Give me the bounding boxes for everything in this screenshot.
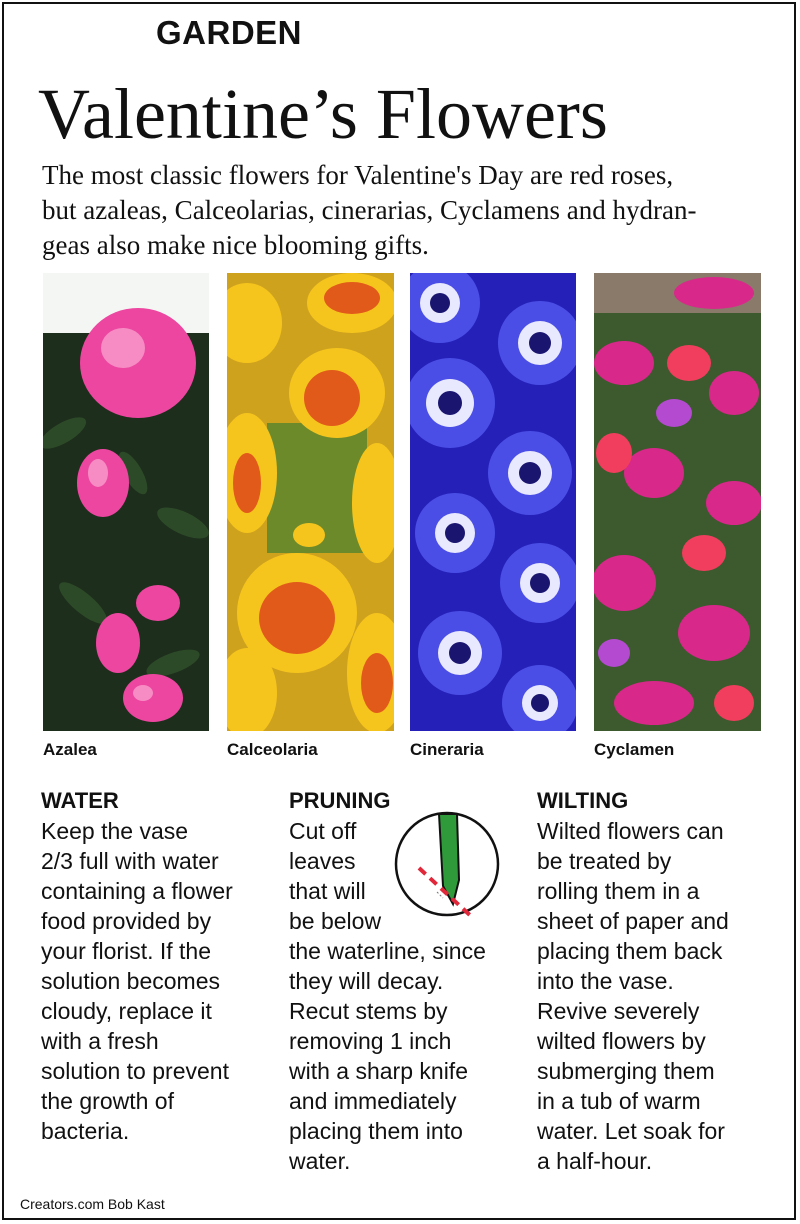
text-line: Wilted flowers can [537, 818, 724, 844]
text-line: containing a flower [41, 878, 233, 904]
text-line: placing them back [537, 938, 723, 964]
text-line: a half-hour. [537, 1148, 653, 1174]
stem-cut-illustration [393, 810, 501, 918]
text-line: the waterline, since [289, 938, 486, 964]
water-text [41, 816, 233, 1146]
text-line: water. Let soak for [537, 1118, 725, 1144]
text-line: bacteria. [41, 1118, 130, 1144]
cyclamen-photo [594, 273, 761, 731]
credit-line: Creators.com Bob Kast [20, 1196, 165, 1212]
wilting-heading: WILTING [537, 788, 629, 813]
photo-caption: Calceolaria [227, 740, 318, 759]
text-line: Recut stems by [289, 998, 448, 1024]
intro-paragraph [42, 158, 762, 263]
text-line: Keep the vase [41, 818, 189, 844]
text-line: cloudy, replace it [41, 998, 212, 1024]
pruning-heading: PRUNING [289, 788, 391, 813]
text-line: solution to prevent [41, 1058, 229, 1084]
azalea-photo [43, 273, 209, 731]
text-line: be below [289, 908, 382, 934]
text-line: placing them into [289, 1118, 463, 1144]
calceolaria-photo [227, 273, 394, 731]
page-title: Valentine’s Flowers [38, 74, 608, 154]
text-line: with a sharp knife [289, 1058, 468, 1084]
text-line: that will [289, 878, 366, 904]
text-line: water. [289, 1148, 351, 1174]
text-line: and immediately [289, 1088, 457, 1114]
text-line: Revive severely [537, 998, 700, 1024]
photo-caption: Azalea [43, 740, 97, 759]
text-line: be treated by [537, 848, 672, 874]
intro-line: but azaleas, Calceolarias, cinerarias, Cyclamens and hydran- [42, 195, 697, 225]
text-line: sheet of paper and [537, 908, 729, 934]
text-line: food provided by [41, 908, 212, 934]
text-line: the growth of [41, 1088, 174, 1114]
text-line: they will decay. [289, 968, 444, 994]
intro-line: geas also make nice blooming gifts. [42, 230, 429, 260]
text-line: in a tub of warm [537, 1088, 701, 1114]
text-line: rolling them in a [537, 878, 700, 904]
text-line: wilted flowers by [537, 1028, 706, 1054]
text-line: 2/3 full with water [41, 848, 219, 874]
text-line: with a fresh [41, 1028, 159, 1054]
text-line: your florist. If the [41, 938, 212, 964]
wilting-text [537, 816, 729, 1176]
text-line: solution becomes [41, 968, 220, 994]
water-heading: WATER [41, 788, 119, 813]
section-label: GARDEN [156, 14, 303, 51]
text-line: submerging them [537, 1058, 715, 1084]
text-line: into the vase. [537, 968, 674, 994]
intro-line: The most classic flowers for Valentine's Day are red roses, [42, 160, 674, 190]
photo-caption: Cyclamen [594, 740, 675, 759]
cineraria-photo [410, 273, 576, 731]
photo-caption: Cineraria [410, 740, 484, 759]
text-line: leaves [289, 848, 356, 874]
text-line: Cut off [289, 818, 357, 844]
text-line: removing 1 inch [289, 1028, 452, 1054]
